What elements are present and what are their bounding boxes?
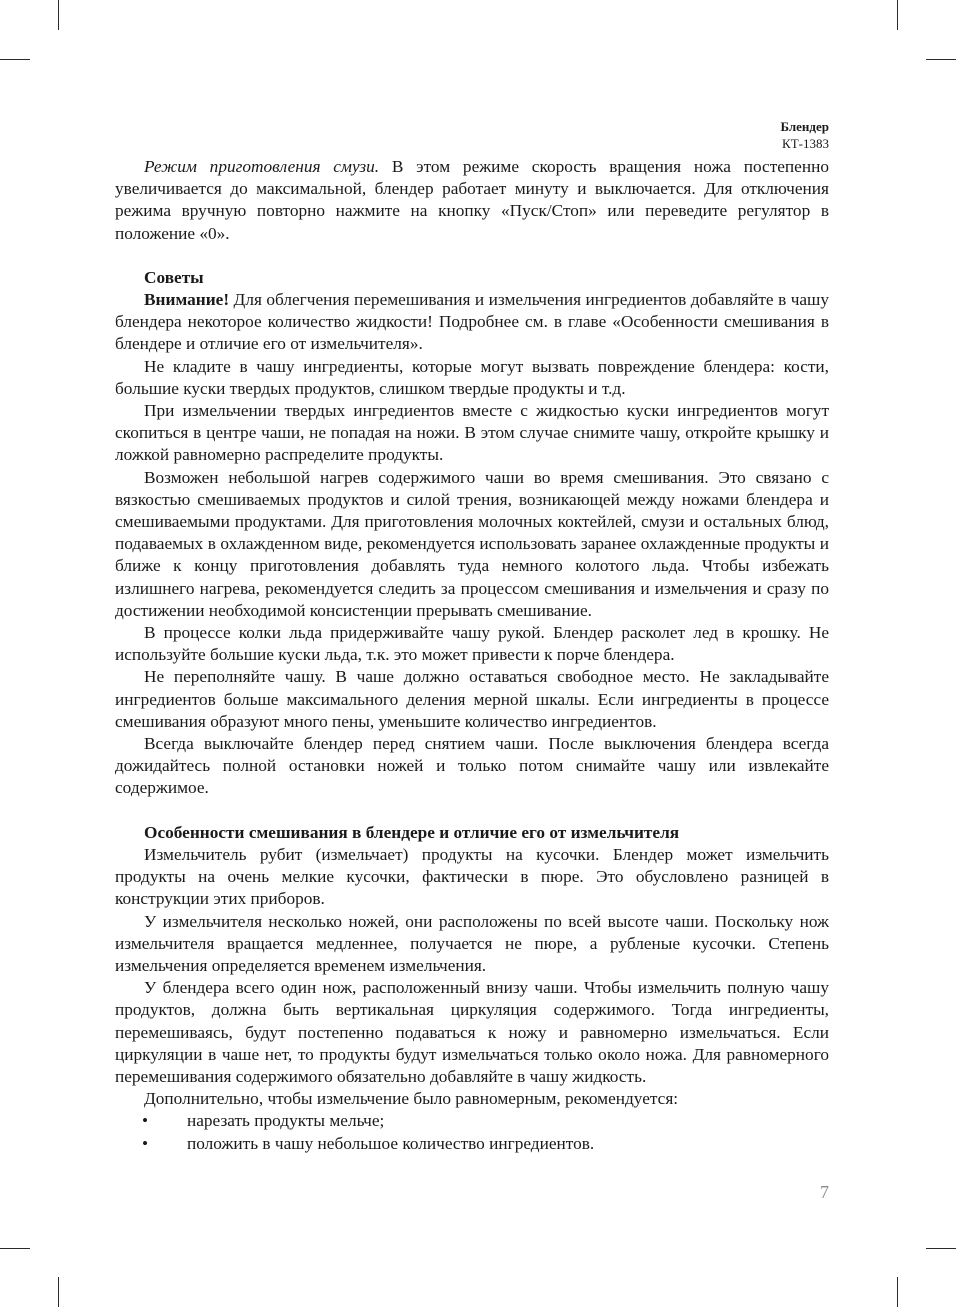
bullet-icon: • [142, 1111, 149, 1131]
tips-heading: Советы [144, 267, 204, 287]
header-product: Блендер [780, 119, 829, 134]
header-model: КТ-1383 [782, 136, 829, 151]
tips-attention-paragraph [115, 289, 829, 356]
running-header [780, 118, 829, 152]
smoothie-paragraph [115, 156, 829, 245]
tips-paragraph: Не переполняйте чашу. В чаше должно оставаться свободное место. Не закладывайте ингредиентов больше максимального деления мерной шкалы. Если ингредиенты в процессе смешивания образуют много пены, уменьшите количество ингредиентов. [115, 667, 829, 731]
crop-mark-bottom-right-h [926, 1248, 956, 1249]
crop-mark-top-left-h [0, 59, 30, 60]
crop-mark-bottom-left [58, 1277, 59, 1307]
crop-mark-top-right-h [926, 59, 956, 60]
crop-mark-bottom-left-h [0, 1248, 30, 1249]
features-paragraph: У блендера всего один нож, расположенный внизу чаши. Чтобы измельчить полную чашу продуктов, должна быть вертикальная циркуляция содержимого. Тогда ингредиенты, перемешиваясь, будут постепенно подаваться к ножу и равномерно измельчаться. Если циркуляции в чаше нет, то продукты будут измельчаться только около ножа. Для равномерного перемешивания содержимого обязательно добавляйте в чашу жидкость. [115, 978, 829, 1086]
tips-paragraph: При измельчении твердых ингредиентов вместе с жидкостью куски ингредиентов могут скопиться в центре чаши, не попадая на ножи. В этом случае снимите чашу, откройте крышку и ложкой равномерно распределите продукты. [115, 401, 829, 465]
tips-paragraph: Возможен небольшой нагрев содержимого чаши во время смешивания. Это связано с вязкостью смешиваемых продуктов и силой трения, возникающей между ножами блендера и смешиваемыми продуктами. Для приготовления молочных коктейлей, смузи и остальных блюд, подаваемых в охлажденном виде, рекомендуется использовать заранее охлажденные продукты и ближе к концу приготовления добавлять туда немного колотого льда. Чтобы избежать излишнего нагрева, рекомендуется следить за процессом смешивания и измельчения и сразу по достижении необходимой консистенции прерывать смешивание. [115, 467, 829, 620]
features-paragraph: Дополнительно, чтобы измельчение было равномерным, рекомендуется: [144, 1089, 679, 1109]
features-bullet-list [115, 1110, 829, 1154]
crop-mark-bottom-right [897, 1277, 898, 1307]
attention-lead: Внимание! [144, 290, 230, 310]
smoothie-lead: Режим приготовления смузи. [144, 157, 380, 176]
tips-paragraph: Всегда выключайте блендер перед снятием чаши. После выключения блендера всегда дожидайтесь полной остановки ножей и только потом снимайте чашу или извлекайте содержимое. [115, 734, 829, 798]
features-heading: Особенности смешивания в блендере и отличие его от измельчителя [144, 822, 680, 842]
tips-paragraph: Не кладите в чашу ингредиенты, которые могут вызвать повреждение блендера: кости, большие куски твердых продуктов, слишком твердые продукты и т.д. [115, 356, 829, 398]
crop-mark-top-right [897, 0, 898, 30]
attention-text: Для облегчения перемешивания и измельчения ингредиентов добавляйте в чашу блендера некоторое количество жидкости! Подробнее см. в главе «Особенности смешивания в блендере и отличие его от измельчителя». [115, 290, 829, 354]
page-body [115, 156, 829, 1155]
smoothie-text: В этом режиме скорость вращения ножа постепенно увеличивается до максимальной, блендер работает минуту и выключается. Для отключения режима вручную повторно нажмите на кнопку «Пуск/Стоп» или переведите регулятор в положение «0». [115, 157, 829, 243]
tips-paragraph: В процессе колки льда придерживайте чашу рукой. Блендер расколет лед в крошку. Не используйте большие куски льда, т.к. это может привести к порче блендера. [115, 623, 829, 665]
features-paragraph: Измельчитель рубит (измельчает) продукты на кусочки. Блендер может измельчить продукты на очень мелкие кусочки, фактически в пюре. Это обусловлено разницей в конструкции этих приборов. [115, 844, 829, 909]
list-item: • положить в чашу небольшое количество ингредиентов. [115, 1133, 829, 1155]
crop-mark-top-left [58, 0, 59, 30]
features-paragraph: У измельчителя несколько ножей, они расположены по всей высоте чаши. Поскольку нож измельчителя вращается медленнее, получается не пюре, а рубленые кусочки. Степень измельчения определяется временем измельчения. [115, 911, 829, 975]
page-number: 7 [820, 1182, 829, 1202]
bullet-icon: • [142, 1133, 149, 1153]
list-item: • нарезать продукты мельче; [115, 1110, 829, 1132]
